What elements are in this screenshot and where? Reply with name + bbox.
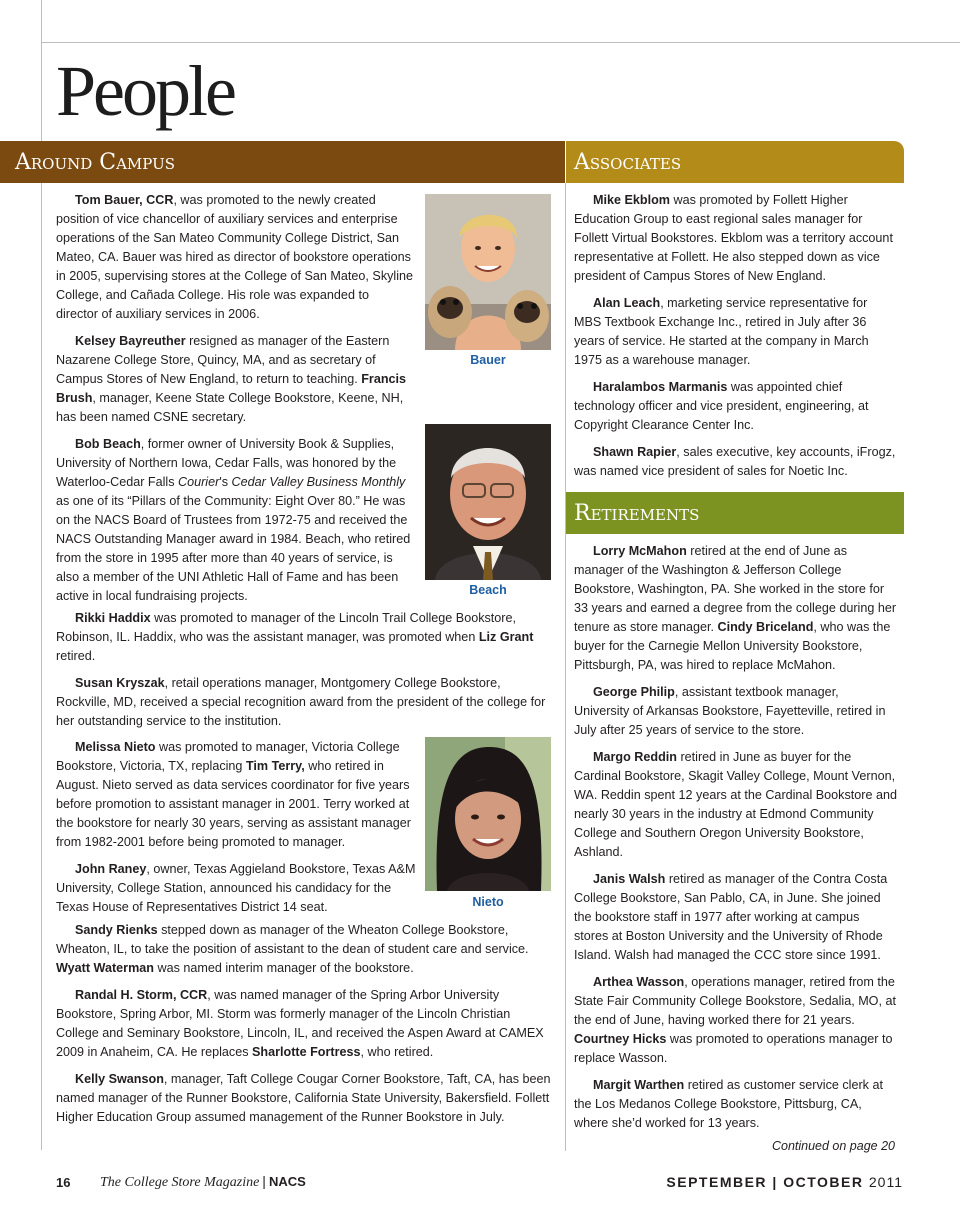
issue-months: SEPTEMBER | OCTOBER xyxy=(666,1174,864,1190)
person-name: Mike Ekblom xyxy=(593,193,670,207)
header-rule xyxy=(41,42,960,43)
beach-photo xyxy=(425,424,551,580)
section-header-around-campus: Around Campus xyxy=(0,141,565,183)
item-text: , former owner of University Book & Supplies, University of Northern Iowa, Cedar Falls, was honored by the Waterloo-Cedar Falls xyxy=(56,437,397,489)
news-item xyxy=(56,860,418,917)
item-text: , owner, Texas Aggieland Bookstore, Texas A&M University, College Station, announced his candidacy for the Texas House of Representatives District 14 seat. xyxy=(56,862,416,914)
person-name: Cindy Briceland xyxy=(717,620,814,634)
item-text: , manager, Taft College Cougar Corner Bookstore, Taft, CA, has been named manager of the Runner Bookstore, California State University, Bakersfield. Follett Higher Education Group assumed management of the Runner Bookstore in July. xyxy=(56,1072,551,1124)
photo-caption-bauer: Bauer xyxy=(470,353,506,367)
person-name: Sandy Rienks xyxy=(75,923,158,937)
section-header-retirements: Retirements xyxy=(566,492,904,534)
page-number: 16 xyxy=(56,1175,71,1190)
issue-year: 2011 xyxy=(868,1174,903,1190)
news-item xyxy=(574,378,897,435)
item-text: , manager, Keene State College Bookstore, Keene, NH, has been named CSNE secretary. xyxy=(56,391,404,424)
person-name: Margo Reddin xyxy=(593,750,677,764)
item-text: who retired in August. Nieto served as data services coordinator for five years before promotion to assistant manager in 2001. Terry worked at the bookstore for nearly 30 years, serving as assistant manager from 1982-2001 before being promoted to manager. xyxy=(56,759,411,849)
news-item xyxy=(574,294,897,370)
photo-caption-nieto: Nieto xyxy=(472,895,504,909)
item-text: retired at the end of June as manager of the Washington & Jefferson College Bookstore, Washington, PA. She worked in the store for 33 years and earned a degree from the college during her tenure as store manager. xyxy=(574,544,897,634)
item-text: was promoted by Follett Higher Education Group to east regional sales manager for Follett Virtual Bookstores. Ekblom was a territory account representative at Follett. He also stepped down as vice president of Campus Stores of New England. xyxy=(574,193,893,283)
news-item xyxy=(574,1076,897,1133)
news-item xyxy=(574,870,897,965)
news-item xyxy=(574,683,897,740)
news-item xyxy=(56,986,552,1062)
section-header-associates: Associates xyxy=(566,141,904,183)
person-name: Randal H. Storm, CCR xyxy=(75,988,208,1002)
person-name: Shawn Rapier xyxy=(593,445,677,459)
person-name: Francis Brush xyxy=(56,372,407,405)
person-name: Kelly Swanson xyxy=(75,1072,164,1086)
news-item xyxy=(574,443,897,481)
org-name: NACS xyxy=(268,1174,306,1189)
person-name: Haralambos Marmanis xyxy=(593,380,728,394)
footer-publication xyxy=(100,1173,306,1191)
item-text: resigned as manager of the Eastern Nazarene College Store, Quincy, MA, and as secretary of Campus Stores of New England, to return to teaching. xyxy=(56,334,390,386)
news-item xyxy=(56,921,552,978)
news-item xyxy=(56,191,414,324)
news-item xyxy=(56,1070,552,1127)
item-text: , was promoted to the newly created position of vice chancellor of auxiliary services and enterprise operations of the San Mateo Community College District, San Mateo, CA. Bauer was hired as director of bookstore operations in 2005, supervising stores at the College of San Mateo, Skyline College, and Cañada College. His role was expanded to director of auxiliary services in 2006. xyxy=(56,193,414,321)
person-name: Susan Kryszak xyxy=(75,676,165,690)
item-text: , who was the buyer for the Carnegie Mellon University Bookstore, Pittsburgh, PA, was hired to replace McMahon. xyxy=(574,620,891,672)
news-item xyxy=(574,973,897,1068)
item-text: retired in June as buyer for the Cardinal Bookstore, Skagit Valley College, Mount Vernon, WA. Reddin spent 12 years at the Cardinal Bookstore and nearly 30 years in the industry at Edmond Community College and Southern Oregon University Bookstore, Ashland. xyxy=(574,750,897,859)
around-campus-block-b xyxy=(56,609,552,739)
person-name: Arthea Wasson xyxy=(593,975,685,989)
column-divider xyxy=(565,183,566,1151)
person-name: Wyatt Waterman xyxy=(56,961,154,975)
around-campus-block-c xyxy=(56,738,418,925)
bauer-photo xyxy=(425,194,551,350)
person-name: Bob Beach xyxy=(75,437,141,451)
item-text: , assistant textbook manager, University of Arkansas Bookstore, Fayetteville, retired in July after 25 years of service to the store. xyxy=(574,685,886,737)
person-name: Liz Grant xyxy=(478,630,534,644)
issue-date xyxy=(666,1174,903,1190)
person-name: Margit Warthen xyxy=(593,1078,685,1092)
person-name: Courtney Hicks xyxy=(574,1032,667,1046)
person-name: Tom Bauer, CCR xyxy=(75,193,174,207)
around-campus-block-d xyxy=(56,921,552,1135)
item-text: , sales executive, key accounts, iFrogz, was named vice president of sales for Noetic Inc. xyxy=(574,445,896,478)
item-text: was promoted to operations manager to replace Wasson. xyxy=(574,1032,893,1065)
retirements-block xyxy=(574,542,897,1141)
publication-title: Courier xyxy=(178,475,220,489)
item-text: retired as manager of the Contra Costa College Bookstore, San Pablo, CA, in June. She joined the bookstore staff in 1977 after working at campus stores at Boston University and the University of Rhode Island. Walsh had managed the CCC store since 1991. xyxy=(574,872,888,962)
item-text: , who retired. xyxy=(360,1045,434,1059)
item-text: was promoted to manager of the Lincoln Trail College Bookstore, Robinson, IL. Haddix, who was the assistant manager, was promoted when xyxy=(56,611,517,644)
item-text: , operations manager, retired from the State Fair Community College Bookstore, Sedalia, MO, at the end of June, having worked there for 21 years. xyxy=(574,975,896,1027)
news-item xyxy=(56,674,552,731)
associates-block xyxy=(574,191,897,489)
person-name: Sharlotte Fortress xyxy=(252,1045,361,1059)
page-title: People xyxy=(56,51,234,131)
item-text: , marketing service representative for MBS Textbook Exchange Inc., retired in July after 36 years of service. He started at the company in March 1975 as a warehouse manager. xyxy=(574,296,869,367)
item-text: , retail operations manager, Montgomery College Bookstore, Rockville, MD, received a special recognition award from the president of the college for her outstanding service to the institution. xyxy=(56,676,546,728)
item-text: was appointed chief technology officer and vice president, engineering, at Copyright Clearance Center Inc. xyxy=(574,380,869,432)
person-name: Alan Leach xyxy=(593,296,661,310)
item-text: was promoted to manager, Victoria College Bookstore, Victoria, TX, replacing xyxy=(56,740,400,773)
news-item xyxy=(56,332,414,427)
item-text: was named interim manager of the bookstore. xyxy=(153,961,414,975)
news-item xyxy=(574,748,897,862)
person-name: Kelsey Bayreuther xyxy=(75,334,186,348)
footer-separator: | xyxy=(262,1173,266,1189)
around-campus-block-a xyxy=(56,191,414,614)
person-name: George Philip xyxy=(593,685,675,699)
news-item xyxy=(56,435,414,606)
person-name: Rikki Haddix xyxy=(75,611,151,625)
person-name: Tim Terry, xyxy=(245,759,305,773)
news-item xyxy=(574,542,897,675)
item-text: as one of its “Pillars of the Community: Eight Over 80.” He was on the NACS Board of Trustees from 1972-75 and received the NACS Outstanding Manager award in 1984. Beach, who retired from the store in 1995 after more than 40 years of service, is also a member of the UNI Athletic Hall of Fame and has been active in local fundraising projects. xyxy=(56,494,411,603)
person-name: Melissa Nieto xyxy=(75,740,156,754)
item-text: 's xyxy=(219,475,232,489)
person-name: John Raney xyxy=(75,862,147,876)
publication-title: Cedar Valley Business Monthly xyxy=(231,475,406,489)
nieto-photo xyxy=(425,737,551,891)
news-item xyxy=(56,738,418,852)
continued-note: Continued on page 20 xyxy=(771,1139,895,1153)
item-text: , was named manager of the Spring Arbor University Bookstore, Spring Arbor, MI. Storm was formerly manager of the Lincoln Christian College and Seminary Bookstore, Lincoln, IL, and received the Aspen Award at CAMEX 2009 in Anaheim, CA. He replaces xyxy=(56,988,544,1059)
item-text: retired as customer service clerk at the Los Medanos College Bookstore, Pittsburg, CA, where she’d worked for 13 years. xyxy=(574,1078,883,1130)
item-text: stepped down as manager of the Wheaton College Bookstore, Wheaton, IL, to take the position of assistant to the dean of student care and service. xyxy=(56,923,529,956)
person-name: Lorry McMahon xyxy=(593,544,687,558)
person-name: Janis Walsh xyxy=(593,872,666,886)
photo-caption-beach: Beach xyxy=(469,583,507,597)
magazine-name: The College Store Magazine xyxy=(100,1175,260,1190)
news-item xyxy=(56,609,552,666)
item-text: retired. xyxy=(56,649,96,663)
news-item xyxy=(574,191,897,286)
